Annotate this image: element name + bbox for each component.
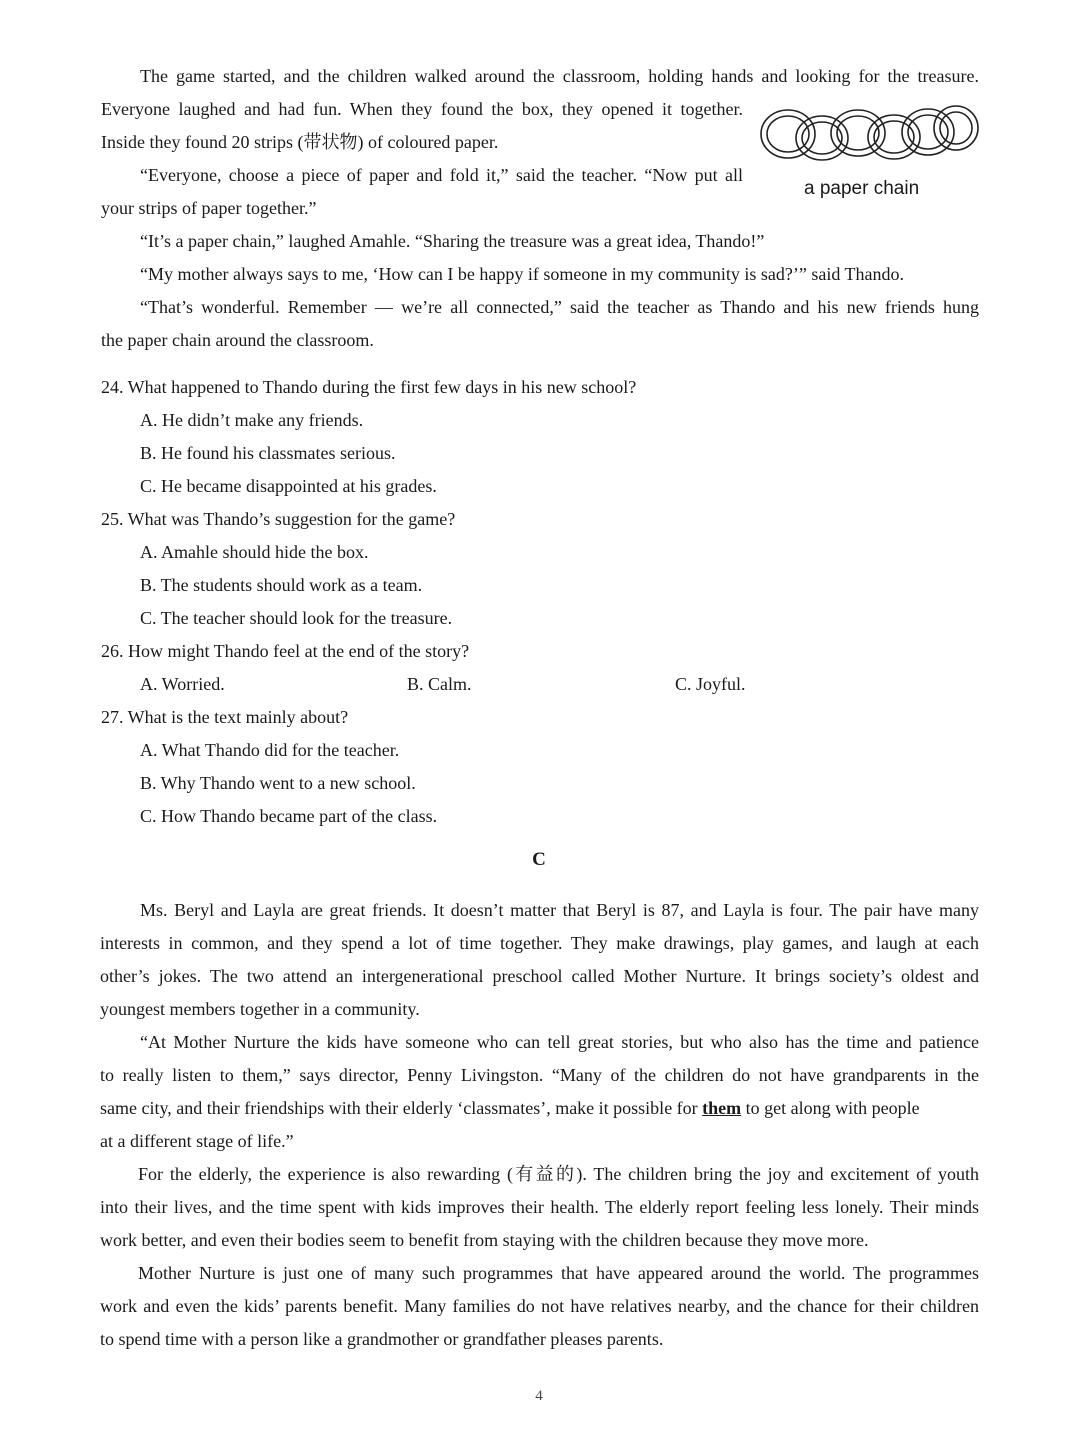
passage-line — [100, 1097, 920, 1119]
question-27-option-c: C. How Thando became part of the class. — [140, 806, 438, 826]
story-paragraph-line: Everyone laughed and had fun. When they found the box, they opened it together. — [101, 99, 743, 119]
figure-caption: a paper chain — [804, 178, 920, 199]
story-paragraph-line: The game started, and the children walked around the classroom, holding hands and looking for the treasure. — [140, 66, 979, 86]
passage-line: interests in common, and they spend a lot of time together. They make drawings, play games, and laugh at each — [100, 933, 979, 953]
passage-line: to really listen to them,” says director, Penny Livingston. “Many of the children do not have grandparents in the — [100, 1065, 979, 1085]
question-25-option-b: B. The students should work as a team. — [140, 575, 423, 595]
section-heading: C — [532, 849, 546, 870]
question-26: 26. How might Thando feel at the end of the story? — [101, 641, 470, 661]
page-number: 4 — [535, 1388, 543, 1404]
story-paragraph-line: “That’s wonderful. Remember — we’re all connected,” said the teacher as Thando and his new friends hung — [140, 297, 979, 317]
passage-line: to spend time with a person like a grandmother or grandfather pleases parents. — [100, 1329, 664, 1349]
passage-line: Ms. Beryl and Layla are great friends. It doesn’t matter that Beryl is 87, and Layla is four. The pair have many — [140, 900, 979, 920]
passage-line: into their lives, and the time spent with kids improves their health. The elderly report feeling less lonely. Their minds — [100, 1197, 979, 1217]
passage-text: same city, and their friendships with their elderly ‘classmates’, make it possible for — [100, 1098, 698, 1118]
underlined-word-them: them — [702, 1098, 742, 1118]
question-25: 25. What was Thando’s suggestion for the game? — [101, 509, 456, 529]
passage-line: work and even the kids’ parents benefit. Many families do not have relatives nearby, and the chance for their children — [100, 1296, 979, 1316]
passage-line: work better, and even their bodies seem to benefit from staying with the children because they move more. — [100, 1230, 869, 1250]
passage-line: other’s jokes. The two attend an intergenerational preschool called Mother Nurture. It brings society’s oldest and — [100, 966, 979, 986]
question-27-option-b: B. Why Thando went to a new school. — [140, 773, 416, 793]
story-paragraph-line: the paper chain around the classroom. — [101, 330, 374, 350]
passage-text: to get along with people — [745, 1098, 920, 1118]
story-paragraph-line: Inside they found 20 strips (带状物) of coloured paper. — [101, 132, 499, 152]
question-25-option-a: A. Amahle should hide the box. — [140, 542, 369, 562]
passage-line: For the elderly, the experience is also rewarding (有益的). The children bring the joy and excitement of youth — [138, 1164, 979, 1184]
question-26-option-c: C. Joyful. — [675, 674, 746, 694]
passage-line: “At Mother Nurture the kids have someone who can tell great stories, but who also has the time and patience — [140, 1032, 979, 1052]
question-24: 24. What happened to Thando during the first few days in his new school? — [101, 377, 637, 397]
question-27: 27. What is the text mainly about? — [101, 707, 349, 727]
paper-chain-illustration — [758, 100, 982, 170]
story-paragraph-line: your strips of paper together.” — [101, 198, 317, 218]
question-24-option-c: C. He became disappointed at his grades. — [140, 476, 437, 496]
story-paragraph-line: “My mother always says to me, ‘How can I be happy if someone in my community is sad?’” said Thando. — [140, 264, 904, 284]
passage-line: youngest members together in a community. — [100, 999, 420, 1019]
passage-line: at a different stage of life.” — [100, 1131, 294, 1151]
passage-line: Mother Nurture is just one of many such programmes that have appeared around the world. The programmes — [138, 1263, 979, 1283]
question-25-option-c: C. The teacher should look for the treasure. — [140, 608, 453, 628]
story-paragraph-line: “It’s a paper chain,” laughed Amahle. “Sharing the treasure was a great idea, Thando!” — [140, 231, 765, 251]
question-24-option-a: A. He didn’t make any friends. — [140, 410, 364, 430]
question-26-option-a: A. Worried. — [140, 674, 225, 694]
question-26-option-b: B. Calm. — [407, 674, 472, 694]
question-24-option-b: B. He found his classmates serious. — [140, 443, 396, 463]
story-paragraph-line: “Everyone, choose a piece of paper and fold it,” said the teacher. “Now put all — [140, 165, 743, 185]
question-27-option-a: A. What Thando did for the teacher. — [140, 740, 400, 760]
